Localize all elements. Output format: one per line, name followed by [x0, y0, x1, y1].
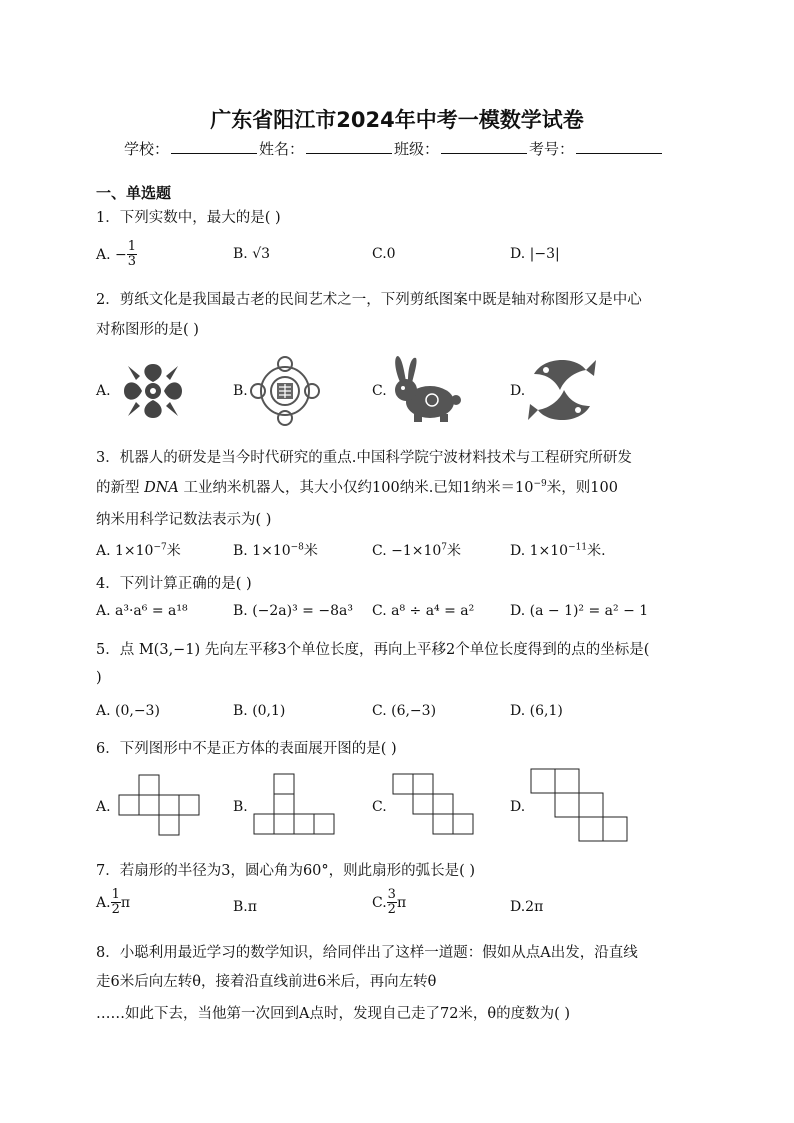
q2-option-c[interactable]: C.	[372, 383, 387, 399]
q2-option-d[interactable]: D.	[510, 383, 526, 399]
q6-option-b[interactable]: B.	[233, 799, 248, 815]
school-label: 学校：	[124, 140, 170, 158]
school-blank[interactable]	[171, 139, 257, 154]
q3-option-d[interactable]	[510, 540, 606, 560]
q8-stem-line1: 8．小聪利用最近学习的数学知识，给同伴出了这样一道题：假如从点A出发，沿直线	[96, 945, 638, 961]
q7-a-den: 2	[111, 902, 120, 918]
q3-stem2-a: 的新型	[96, 480, 145, 496]
q7-c-fraction	[387, 888, 397, 918]
cube-net-b-diagram	[253, 773, 339, 839]
q7-c-num: 3	[387, 887, 396, 902]
exam-no-blank[interactable]	[576, 139, 662, 154]
q3-b-unit: 米	[303, 543, 318, 559]
q5-stem-line1: 5．点 M(3,−1) 先向左平移3个单位长度，再向上平移2个单位长度得到的点的坐标是(	[96, 642, 650, 658]
q5-option-c[interactable]: C. (6,−3)	[372, 703, 437, 719]
name-blank[interactable]	[306, 139, 392, 154]
q3-a-unit: 米	[166, 543, 181, 559]
q3-d-unit: 米.	[587, 543, 606, 559]
q7-c-prefix: C.	[372, 894, 387, 911]
student-info-row	[124, 138, 664, 159]
q7-stem: 7．若扇形的半径为3，圆心角为60°，则此扇形的弧长是( )	[96, 863, 476, 879]
cube-net-c-diagram	[392, 773, 478, 839]
q7-a-prefix: A.	[96, 894, 111, 911]
q5-option-b[interactable]: B. (0,1)	[233, 703, 286, 719]
q4-option-b[interactable]: B. (−2a)³ = −8a³	[233, 603, 353, 619]
q6-stem: 6．下列图形中不是正方体的表面展开图的是( )	[96, 741, 397, 757]
q1-a-den: 3	[127, 254, 137, 270]
q1-option-a[interactable]	[96, 240, 137, 270]
q3-option-b[interactable]	[233, 540, 318, 560]
cube-net-d-diagram	[530, 768, 630, 844]
q3-a-sup: −7	[153, 542, 167, 553]
paper-cut-a-icon	[118, 358, 188, 424]
q6-option-c[interactable]: C.	[372, 799, 387, 815]
q3-stem2-b: 工业纳米机器人，其大小仅约100纳米.已知1纳米＝10	[178, 480, 534, 496]
class-label: 班级：	[394, 140, 440, 158]
q7-a-num: 1	[111, 887, 120, 902]
q3-option-a[interactable]	[96, 540, 181, 560]
q3-stem-line2	[96, 476, 618, 497]
q6-option-a[interactable]: A.	[96, 799, 111, 815]
q3-d-base: D. 1×10	[510, 543, 569, 559]
q7-c-den: 2	[387, 902, 396, 918]
q3-stem-line3: 纳米用科学记数法表示为( )	[96, 512, 272, 528]
q5-option-a[interactable]: A. (0,−3)	[96, 703, 160, 719]
q7-option-d[interactable]: D.2π	[510, 899, 544, 915]
section-heading: 一、单选题	[96, 184, 172, 202]
q3-stem2-sup: −9	[533, 479, 547, 490]
q7-a-fraction	[111, 888, 121, 918]
q3-stem-line1: 3．机器人的研发是当今时代研究的重点.中国科学院宁波材料技术与工程研究所研发	[96, 450, 632, 466]
q1-option-c[interactable]: C.0	[372, 246, 396, 262]
q3-b-sup: −8	[290, 542, 304, 553]
exam-no-label: 考号：	[529, 140, 575, 158]
q4-option-c[interactable]: C. a⁸ ÷ a⁴ = a²	[372, 603, 475, 619]
q1-option-b[interactable]: B. √3	[233, 246, 271, 262]
q2-option-b[interactable]: B.	[233, 383, 248, 399]
exam-title: 广东省阳江市2024年中考一模数学试卷	[210, 108, 584, 132]
q3-c-base: C. −1×10	[372, 543, 442, 559]
q7-a-suffix: π	[120, 894, 131, 911]
q3-option-c[interactable]	[372, 540, 461, 560]
q3-a-base: A. 1×10	[96, 543, 154, 559]
q7-c-suffix: π	[396, 894, 407, 911]
q2-stem-line2: 对称图形的是( )	[96, 322, 199, 338]
paper-cut-rabbit-icon	[386, 354, 462, 426]
q1-a-fraction	[127, 240, 137, 270]
q1-a-prefix: A. −	[96, 246, 127, 263]
q3-c-sup: 7	[441, 542, 448, 553]
q1-stem: 1．下列实数中，最大的是( )	[96, 210, 281, 226]
name-label: 姓名：	[259, 140, 305, 158]
q3-c-unit: 米	[447, 543, 462, 559]
q6-option-d[interactable]: D.	[510, 799, 526, 815]
q3-stem2-c: 米，则100	[546, 480, 618, 496]
q7-option-b[interactable]: B.π	[233, 899, 257, 915]
q5-stem-line2: )	[96, 670, 102, 686]
q7-option-c[interactable]	[372, 888, 406, 918]
cube-net-a-diagram	[118, 774, 204, 838]
class-blank[interactable]	[441, 139, 527, 154]
q1-option-d[interactable]: D. |−3|	[510, 246, 560, 262]
q3-d-sup: −11	[568, 542, 588, 553]
q8-stem-line3: ……如此下去，当他第一次回到A点时，发现自己走了72米，θ的度数为( )	[96, 1006, 571, 1022]
q4-option-a[interactable]: A. a³·a⁶ = a¹⁸	[96, 603, 188, 619]
q5-option-d[interactable]: D. (6,1)	[510, 703, 563, 719]
q1-a-num: 1	[127, 239, 137, 254]
q4-stem: 4．下列计算正确的是( )	[96, 576, 252, 592]
paper-cut-fish-icon	[524, 352, 600, 428]
q7-option-a[interactable]	[96, 888, 130, 918]
q2-stem-line1: 2．剪纸文化是我国最古老的民间艺术之一，下列剪纸图案中既是轴对称图形又是中心	[96, 292, 642, 308]
q3-stem2-dna: DNA	[144, 480, 179, 496]
q4-option-d[interactable]: D. (a − 1)² = a² − 1	[510, 603, 649, 619]
q8-stem-line2: 走6米后向左转θ，接着沿直线前进6米后，再向左转θ	[96, 974, 437, 990]
paper-cut-b-icon	[250, 356, 320, 426]
q3-b-base: B. 1×10	[233, 543, 291, 559]
q2-option-a[interactable]: A.	[96, 383, 111, 399]
